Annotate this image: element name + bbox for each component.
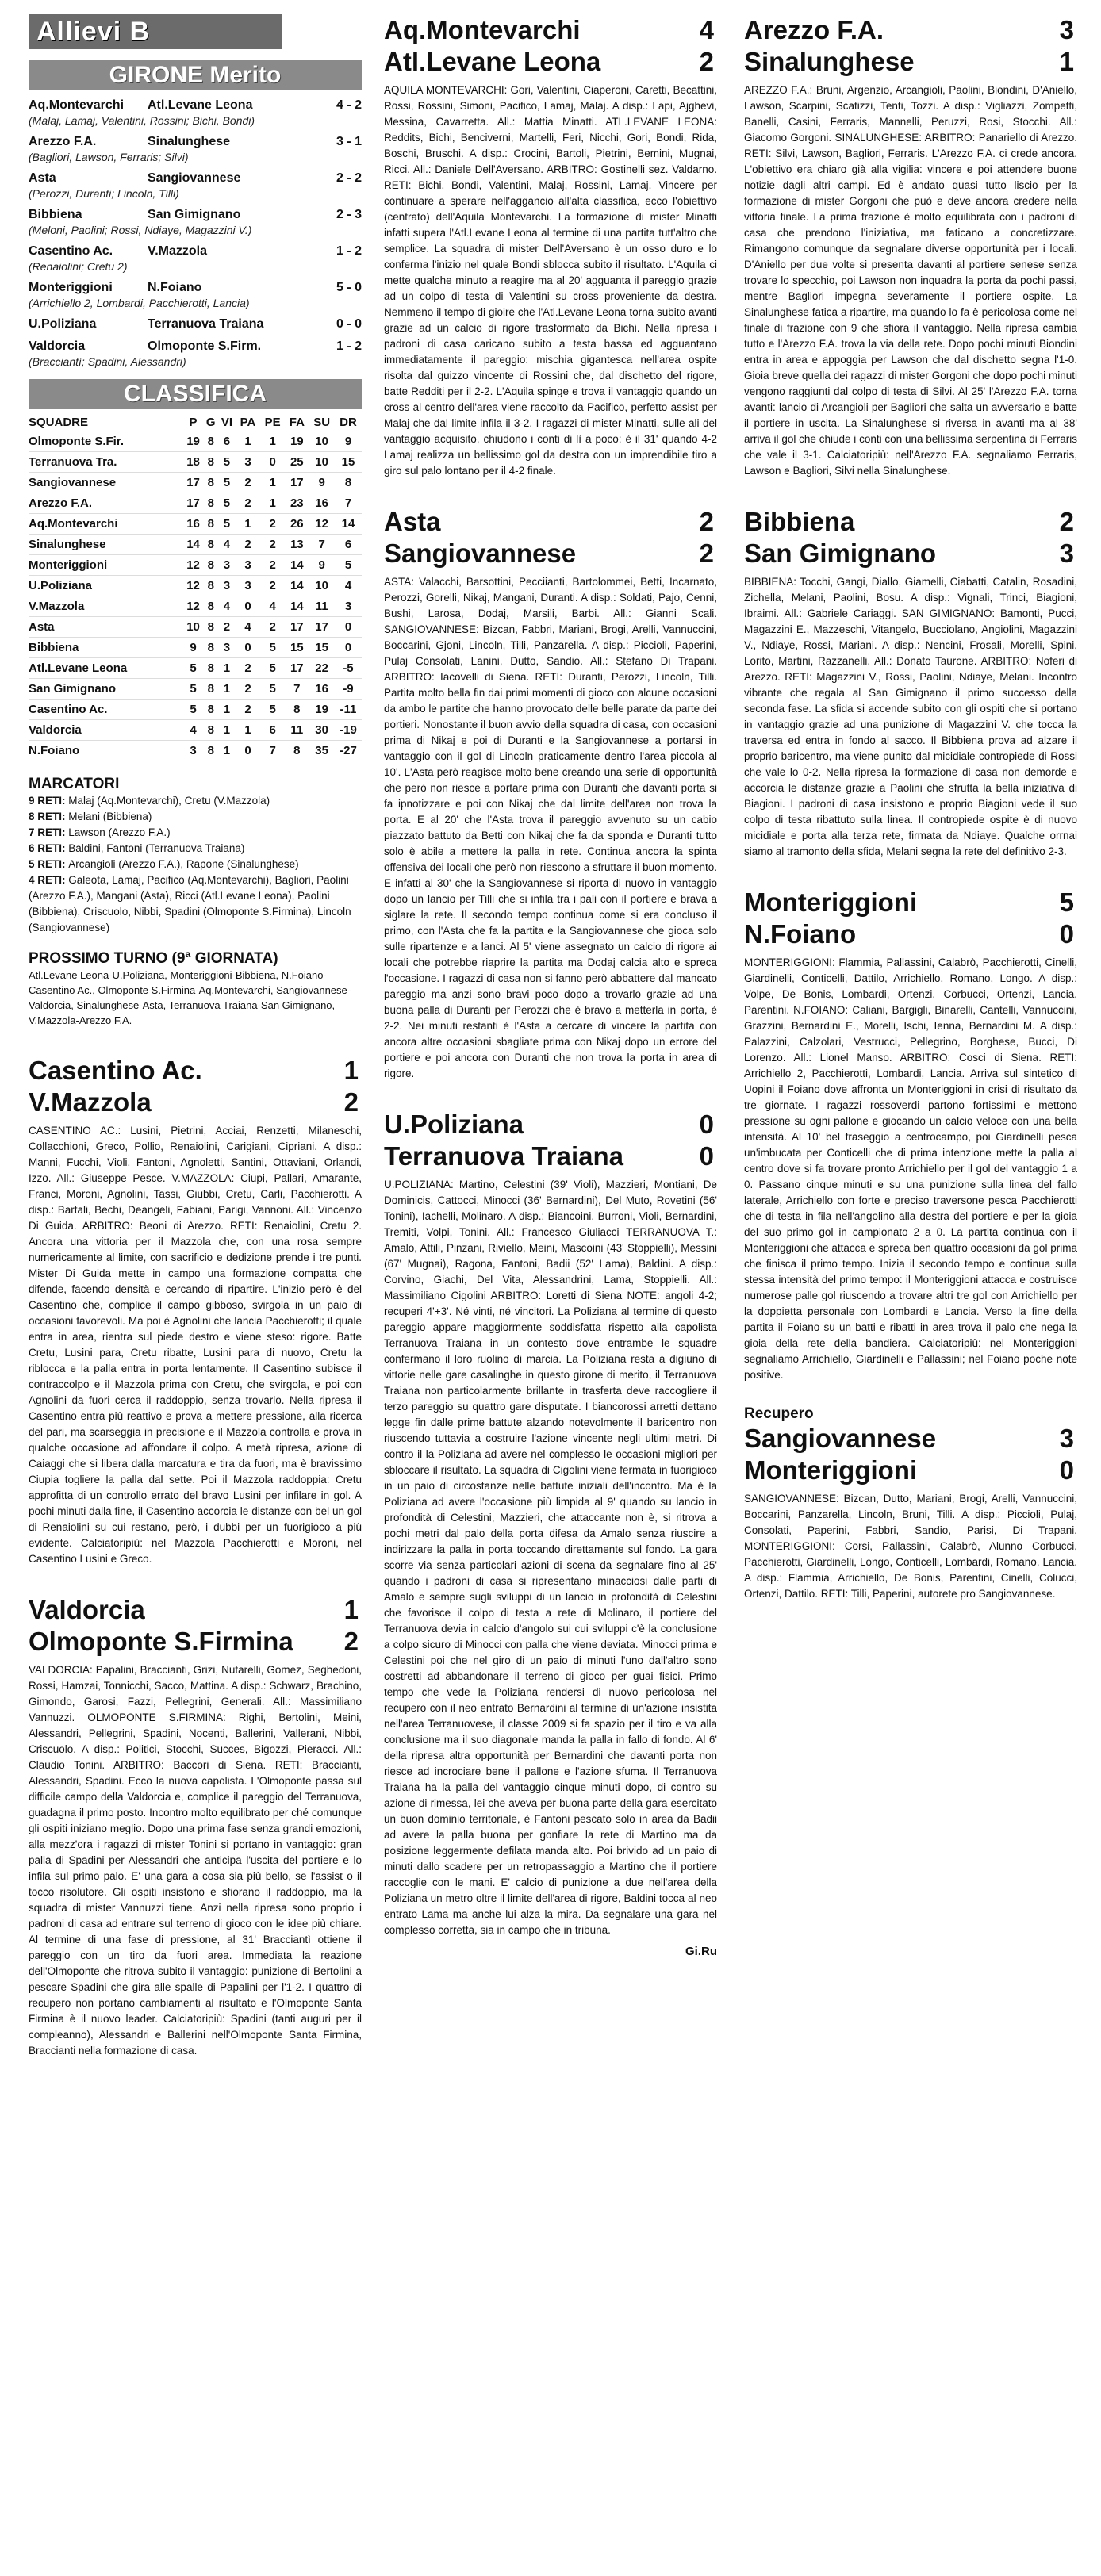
stat-cell: 1 xyxy=(260,493,285,514)
stat-cell: 14 xyxy=(285,596,309,617)
stat-cell: 35 xyxy=(309,741,335,761)
stat-cell: 9 xyxy=(182,638,203,658)
away-team: Monteriggioni xyxy=(744,1455,918,1485)
result-score: 1 - 2 xyxy=(336,244,362,258)
article-body: MONTERIGGIONI: Flammia, Pallassini, Calabrò, Pacchierotti, Cinelli, Giardinelli, Conticelli, Dattilo, Arrichiello, Romano, Longo. A disp.: Volpe, De Bonis, Lombardi, Ortenzi, Corbucci, Ortenzi, Lancia, Parentini. N.FOIANO: Caliani, Bargigli, Binarelli, Cantelli, Vannuccini, Grazzini, Bernardini E., Morelli, Ischi, Ienna, Bernardini M. A disp.: Palazzini, Calzolari, Vestrucci, Pellegrino, Borghese, Bucci, Di Lorenzo. All.: Lionel Manso. ARBITRO: Cosci di Siena. RETI: Arrichiello 2, Pacchierotti, Lombardi, Lancia. Arriva sul sintetico di Uopini il Foiano dove affronta un Monteriggioni in crisi di risultato da tre giornate. I ragazzi rossoverdi partono fortissimi e mettono pressione su ogni pallone e giocando un calcio veloce con una bella intensità. Al 10' bel fraseggio a centrocampo, poi Giardinelli pesca un'imbucata per Conticelli che di prima intenzione mette la palla al centro dove si fa trovare pronto Arrichiello per il gol del vantaggio 1 a 0. Passano cinque minuti e su una punizione sulla linea del fallo laterale, Arrichiello con forte e preciso traversone pesca Pacchierotti che di testa in fila nell'angolino alla destra del portiere e per la gioia del suo primo gol in campionato 2 a 0. La partita continua con il Monteriggioni che attacca e spreca ben quattro occasioni da gol prima che finisca il primo tempo. Inizia il secondo tempo e continua sulla stessa intensità del primo tempo: il Monteriggioni attacca e costruisce numerose palle gol riuscendo a trovare altri tre gol con Arrichiello per la doppietta personale con Lombardi e Lancia. Verso la fine della partita il Foiano su un batti e ribatti in area trova il palo che nega la gioia della rete della bandiera. Calciatoripiù: nel Monteriggioni segnaliamo Arrichiello, Giardinelli e Pallassini; nel Foiano poche note positive. xyxy=(744,956,1077,1381)
table-row xyxy=(29,452,362,473)
result-score: 4 - 2 xyxy=(336,98,362,112)
away-team: Atl.Levane Leona xyxy=(384,47,601,76)
stat-cell: 8 xyxy=(204,431,218,452)
article-valdorcia xyxy=(29,1594,362,2059)
standings-col-header: PA xyxy=(236,414,260,431)
home-team: Casentino Ac. xyxy=(29,1056,202,1085)
table-row xyxy=(29,720,362,741)
stat-cell: 0 xyxy=(335,617,362,638)
home-score: 3 xyxy=(1059,1424,1074,1453)
stat-cell: 8 xyxy=(204,555,218,576)
home-score: 3 xyxy=(1059,15,1074,44)
standings-col-header: SU xyxy=(309,414,335,431)
stat-cell: 2 xyxy=(260,555,285,576)
stat-cell: 5 xyxy=(218,473,236,493)
article-bibbiena xyxy=(744,506,1077,860)
home-score: 4 xyxy=(699,15,714,44)
stat-cell: -19 xyxy=(335,720,362,741)
stat-cell: 4 xyxy=(236,617,260,638)
result-scorers: (Malaj, Lamaj, Valentini, Rossini; Bichi, Bondi) xyxy=(29,114,255,127)
team-name: Casentino Ac. xyxy=(29,700,182,720)
table-row xyxy=(29,431,362,452)
away-score: 0 xyxy=(1059,919,1074,949)
table-row xyxy=(29,596,362,617)
stat-cell: 19 xyxy=(182,431,203,452)
home-score: 2 xyxy=(699,507,714,536)
stat-cell: 2 xyxy=(218,617,236,638)
stat-cell: 5 xyxy=(260,700,285,720)
standings-col-header: FA xyxy=(285,414,309,431)
result-row xyxy=(29,208,362,222)
stat-cell: 5 xyxy=(182,700,203,720)
stat-cell: -5 xyxy=(335,658,362,679)
stat-cell: 10 xyxy=(309,452,335,473)
stat-cell: 2 xyxy=(260,617,285,638)
scorer-names: Galeota, Lamaj, Pacifico (Aq.Montevarchi), Bagliori, Paolini (Arezzo F.A.), Mangani (Asta), Ricci (Atl.Levane Leona), Paolini (Bibbiena), Criscuolo, Nibbi, Spadini (Olmoponte S.Firmina), Lincoln (Sangiovannese) xyxy=(29,874,351,933)
scorer-line xyxy=(29,825,362,841)
stat-cell: 3 xyxy=(182,741,203,761)
team-name: Aq.Montevarchi xyxy=(29,514,182,535)
scorer-names: Arcangioli (Arezzo F.A.), Rapone (Sinalunghese) xyxy=(68,858,299,870)
stat-cell: 8 xyxy=(204,535,218,555)
result-away: Atl.Levane Leona xyxy=(148,98,253,112)
stat-cell: 4 xyxy=(218,596,236,617)
stat-cell: 16 xyxy=(309,679,335,700)
stat-cell: 1 xyxy=(260,431,285,452)
stat-cell: 8 xyxy=(204,720,218,741)
article-poliziana xyxy=(384,1109,717,1958)
home-score: 2 xyxy=(1059,507,1074,536)
stat-cell: 12 xyxy=(309,514,335,535)
article-body: BIBBIENA: Tocchi, Gangi, Diallo, Giamelli, Ciabatti, Catalin, Rosadini, Zichella, Melani, Paolini, Bosu. A disp.: Vignali, Trinci, Biagioni, Ibraimi. All.: Gabriele Cariaggi. SAN GIMIGNANO: Bamonti, Pucci, Magazzini E., Mazzeschi, Vitangelo, Bucciolano, Angiolini, Magazzini V., Ndiaye, Rossi, Mariani. A disp.: Nencini, Frosali, Morelli, Spini, Lorito, Martini, Razzanelli. All.: Donato Taurone. ARBITRO: Noferi di Arezzo. RETI: Magazzini V., Rossi, Paolini, Ndiaye, Melani. Incontro vibrante che regala al San Gimignano il primo successo della seconda fase. La sfida si accende subito con gli ospiti che si portano in vantaggio grazie ad una punizione di Magazzini V. che tocca la traversa ed entra in fondo al sacco. Il Bibbiena prova ad alzare il proprio baricentro, ma viene punito dal micidiale contropiede di Rossi che vale lo 0-2. Nella ripresa la formazione di casa non demorde e accorcia le distanze grazie a Paolini che sfrutta la bella iniziativa di Biagioni. I padroni di casa insistono e proprio Biagioni vede il suo colpo di testa ribattuto sulla linea. Il contropiede ospite è di nuovo micidiale e porta alla terza rete, firmata da Ndiaye. Qualche orrnai siamo al tramonto della sfida, Melani segna la rete del definitivo 2-3. xyxy=(744,576,1077,857)
scorer-names: Baldini, Fantoni (Terranuova Traiana) xyxy=(68,842,245,854)
table-row xyxy=(29,679,362,700)
away-score: 2 xyxy=(343,1627,359,1656)
result-score: 2 - 2 xyxy=(336,171,362,185)
stat-cell: 0 xyxy=(236,596,260,617)
stat-cell: 12 xyxy=(182,596,203,617)
team-name: Atl.Levane Leona xyxy=(29,658,182,679)
stat-cell: -27 xyxy=(335,741,362,761)
stat-cell: 5 xyxy=(260,679,285,700)
result-row xyxy=(29,135,362,149)
stat-cell: 10 xyxy=(309,431,335,452)
stat-cell: 14 xyxy=(285,576,309,596)
article-body: AREZZO F.A.: Bruni, Argenzio, Arcangioli, Paolini, Biondini, D'Aniello, Lawson, Scarpini, Scatizzi, Tenti, Tozzi. A disp.: Vigliazzi, Zompetti, Banelli, Casini, Ferraris, Mannelli, Peruzzi, Rosi, Stocchi. All.: Giacomo Gorgoni. SINALUNGHESE: ARBITRO: Panariello di Arezzo. RETI: Silvi, Lawson, Bagliori, Ferraris. L'Arezzo F.A. ci crede ancora. L'obiettivo era chiaro già alla vigilia: vincere e poi attendere buone notizie dagli altri campi. Ed è andato quasi tutto liscio per la formazione di mister Gorgoni che può e deve ancora credere nella vittoria finale. La prima frazione è molto equilibrata con i padroni di casa che prendono l'iniziativa, ma faticano a concretizzare. Rimangono comunque da segnalare diverse opportunità per i locali. D'Aniello per due volte si presenta davanti al portiere senese senza trovare lo specchio, poi Lawson non inquadra la porta da pochi passi, mentre Bagliori impegna severamente il portiere ospite. La Sinalunghese fatica a ripartire, ma quando lo fa è pericolosa come nel finale di frazione con 9 che sfiora il vantaggio. Nella ripresa cambia tutto e l'Arezzo F.A. trova la via della rete. Dopo pochi minuti Biondini entra in area e appoggia per Lawson che dal dischetto segna l'1-0. Gioia breve quella dei ragazzi di mister Gorgoni che dopo pochi minuti vengono raggiunti dal colpo di testa di Silvi. Al 25' l'Arezzo F.A. torna avanti: lancio di Arcangioli per Bagliori che salta un avversario e batte il portiere in uscita. La Sinalunghese si riversa in avanti ma al 38' arriva il gol che chiude i conti con una bellissima serpentina di Ferraris che vale il 3-1. Calciatoripiù: nell'Arezzo F.A. segnaliamo Ferraris, Lawson e Bagliori, Silvi nella Sinalunghese. xyxy=(744,84,1077,477)
standings-col-header: DR xyxy=(335,414,362,431)
stat-cell: 1 xyxy=(218,741,236,761)
away-score: 1 xyxy=(1059,47,1074,76)
stat-cell: 1 xyxy=(218,658,236,679)
scorer-line xyxy=(29,857,362,872)
marcatori-list xyxy=(29,793,362,936)
stat-cell: 9 xyxy=(309,555,335,576)
stat-cell: 15 xyxy=(285,638,309,658)
scorer-line xyxy=(29,841,362,857)
result-home: Arezzo F.A. xyxy=(29,135,97,148)
classifica-title: CLASSIFICA xyxy=(29,379,362,409)
stat-cell: 9 xyxy=(309,473,335,493)
result-home: U.Poliziana xyxy=(29,317,97,331)
home-team: Valdorcia xyxy=(29,1595,145,1624)
result-away: Sangiovannese xyxy=(148,171,241,185)
stat-cell: 30 xyxy=(309,720,335,741)
stat-cell: 2 xyxy=(260,576,285,596)
stat-cell: 8 xyxy=(285,741,309,761)
stat-cell: 22 xyxy=(309,658,335,679)
result-scorers: (Bracciantì; Spadini, Alessandri) xyxy=(29,355,186,368)
scorer-goals: 8 RETI: xyxy=(29,811,66,822)
away-score: 0 xyxy=(1059,1455,1074,1485)
stat-cell: 8 xyxy=(204,638,218,658)
stat-cell: 5 xyxy=(182,679,203,700)
result-home: Casentino Ac. xyxy=(29,244,113,258)
stat-cell: 8 xyxy=(204,741,218,761)
stat-cell: 3 xyxy=(236,555,260,576)
stat-cell: 17 xyxy=(309,617,335,638)
stat-cell: 14 xyxy=(335,514,362,535)
prossimo-title: PROSSIMO TURNO (9ª GIORNATA) xyxy=(29,950,278,967)
team-name: Olmoponte S.Fir. xyxy=(29,431,182,452)
scorer-line xyxy=(29,872,362,936)
team-name: Asta xyxy=(29,617,182,638)
result-row xyxy=(29,317,362,332)
team-name: Sinalunghese xyxy=(29,535,182,555)
home-team: Bibbiena xyxy=(744,507,855,536)
article-body: ASTA: Valacchi, Barsottini, Pecciianti, Bartolommei, Betti, Incarnato, Perozzi, Gorelli, Nikaj, Mangani, Duranti. A disp.: Soldati, Pajo, Cenni, Bushi, Larosa, Dodaj, Marsili, Barbi. All.: Gianni Scali. SANGIOVANNESE: Bizcan, Fabbri, Mariani, Brogi, Arelli, Vannuccini, Boccarini, Gjoni, Lincoln, Tilli, Panzarella. A disp.: Piccioli, Paperini, Pulaj Consolati, Lanini, Dutto, Sandio. All.: Stefano Di Trapani. ARBITRO: Iacovelli di Siena. RETI: Duranti, Perozzi, Lincoln, Tilli. Partita molto bella fin dai primi momenti di gioco con alcune occasioni da ambo le partite che hanno provocato delle belle parate da parte dei portieri. Nonostante il buon avvio della squadra di casa, con occasioni prima di Nikaj e poi di Duranti e la Sangiovannese a portarsi in vantaggio con il gol di Lincoln praticamente dentro l'area piccola al 10'. L'Asta però reagisce molto bene creando una serie di opportunità che però non riesce a portare prima con Duranti che davanti porta si fa ipnotizzare e poi con Nikaj che dal limite dell'area non trova la porta. E al 20' che l'Asta trova il pareggio avvenuto su un cabio piazzato battuto da Betti con Nikaj che fa da sponda e Duranti tutto solo è abile a mettere la palla in rete. Continua ancora la spinta offensiva dei locali che però non riescono a sfruttare il buon momento. E infatti al 30' che la Sangiovannese si riporta di nuovo in vantaggio dopo un lancio per Tilli che si infila tra i pali con il portiere e brava a siglare la rete. Il secondo tempo continua come si era concluso il primo, con l'Asta che fa la partita e la Sangiovannese che gioca solo sulle ripartenze e a lanci. Al 5' viene assegnato un calcio di rigore ai locali che potrebbe riaprire la partita ma Dodaj calcia alto e spreca l'occasione. I ragazzi di casa non si fanno però abbattere dal mancato pareggio ma anzi sono bravi poco dopo a trovarlo grazie ad una buona palla di Duranti per Perozzi che è bravo a metterla in porta, è 2-2. Nei minuti restanti è l'Asta a cercare di vincere la partita con ancora altre occasioni sbagliate prima con Nikaj dopo un errore del portiere e poi ancora con Duranti che non trova la porta in area di rigore. xyxy=(384,576,717,1079)
stat-cell: 6 xyxy=(218,431,236,452)
away-score: 2 xyxy=(699,539,714,568)
stat-cell: 25 xyxy=(285,452,309,473)
stat-cell: 8 xyxy=(204,493,218,514)
stat-cell: 26 xyxy=(285,514,309,535)
stat-cell: 23 xyxy=(285,493,309,514)
stat-cell: 7 xyxy=(260,741,285,761)
scorer-goals: 7 RETI: xyxy=(29,826,66,838)
team-name: Monteriggioni xyxy=(29,555,182,576)
stat-cell: 8 xyxy=(204,452,218,473)
stat-cell: 19 xyxy=(309,700,335,720)
stat-cell: 1 xyxy=(218,700,236,720)
away-team: V.Mazzola xyxy=(29,1087,152,1117)
stat-cell: 16 xyxy=(182,514,203,535)
stat-cell: 15 xyxy=(335,452,362,473)
stat-cell: 0 xyxy=(236,741,260,761)
stat-cell: 5 xyxy=(218,452,236,473)
stat-cell: 4 xyxy=(182,720,203,741)
home-score: 1 xyxy=(343,1056,359,1085)
stat-cell: -9 xyxy=(335,679,362,700)
stat-cell: 2 xyxy=(260,535,285,555)
stat-cell: 0 xyxy=(260,452,285,473)
stat-cell: 11 xyxy=(309,596,335,617)
away-score: 3 xyxy=(1059,539,1074,568)
team-name: Valdorcia xyxy=(29,720,182,741)
stat-cell: 8 xyxy=(204,617,218,638)
stat-cell: 8 xyxy=(204,700,218,720)
prossimo-text: Atl.Levane Leona-U.Poliziana, Monteriggioni-Bibbiena, N.Foiano-Casentino Ac., Olmoponte S.Firmina-Aq.Montevarchi, Sangiovannese-Valdorcia, Sinalunghese-Asta, Terranuova Traiana-San Gimignano, V.Mazzola-Arezzo F.A. xyxy=(29,969,351,1026)
stat-cell: 1 xyxy=(236,431,260,452)
result-home: Valdorcia xyxy=(29,339,86,353)
stat-cell: 12 xyxy=(182,576,203,596)
stat-cell: 3 xyxy=(236,452,260,473)
home-team: Monteriggioni xyxy=(744,887,918,917)
standings-col-header: VI xyxy=(218,414,236,431)
away-score: 0 xyxy=(699,1141,714,1171)
stat-cell: 8 xyxy=(204,596,218,617)
stat-cell: 3 xyxy=(236,576,260,596)
stat-cell: 1 xyxy=(218,679,236,700)
home-score: 5 xyxy=(1059,887,1074,917)
table-row xyxy=(29,473,362,493)
table-row xyxy=(29,493,362,514)
girone-title: GIRONE Merito xyxy=(29,60,362,90)
results-list xyxy=(29,98,362,368)
home-team: U.Poliziana xyxy=(384,1110,524,1139)
stat-cell: 1 xyxy=(260,473,285,493)
stat-cell: 5 xyxy=(260,658,285,679)
stat-cell: 2 xyxy=(236,493,260,514)
result-row xyxy=(29,244,362,259)
result-home: Aq.Montevarchi xyxy=(29,98,125,112)
stat-cell: 8 xyxy=(204,514,218,535)
stat-cell: 6 xyxy=(335,535,362,555)
home-team: Arezzo F.A. xyxy=(744,15,884,44)
result-away: V.Mazzola xyxy=(148,244,207,258)
stat-cell: 2 xyxy=(236,473,260,493)
stat-cell: 8 xyxy=(335,473,362,493)
home-score: 0 xyxy=(699,1110,714,1139)
away-team: Terranuova Traiana xyxy=(384,1141,624,1171)
result-away: Sinalunghese xyxy=(148,135,231,148)
result-row xyxy=(29,281,362,295)
team-name: Terranuova Tra. xyxy=(29,452,182,473)
stat-cell: 0 xyxy=(335,638,362,658)
table-row xyxy=(29,514,362,535)
away-team: Olmoponte S.Firmina xyxy=(29,1627,293,1656)
result-home: Monteriggioni xyxy=(29,281,113,294)
result-home: Asta xyxy=(29,171,56,185)
result-scorers: (Arrichiello 2, Lombardi, Pacchierotti, Lancia) xyxy=(29,297,250,309)
stat-cell: 4 xyxy=(260,596,285,617)
article-montevarchi xyxy=(384,14,717,479)
stat-cell: 17 xyxy=(285,658,309,679)
scorer-goals: 5 RETI: xyxy=(29,858,66,870)
article-body: VALDORCIA: Papalini, Braccianti, Grizi, Nutarelli, Gomez, Seghedoni, Rossi, Hamzai, Tonnicchi, Sacco, Mattina. A disp.: Schwarz, Brachino, Gimondo, Garosi, Fazzi, Pellegrini, Generali. All.: Massimiliano Vannuzzi. OLMOPONTE S.FIRMINA: Righi, Bertolini, Meini, Alessandri, Pellegrini, Spadini, Nocenti, Ballerini, Vallerani, Nibbi, Criscuolo. A disp.: Politici, Stocchi, Succes, Bigozzi, Pieracci. All.: Claudio Tonini. ARBITRO: Baccori di Siena. RETI: Braccianti, Alessandri, Spadini. Ecco la nuova capolista. L'Olmoponte passa sul difficile campo della Valdorcia e, complice il pareggio del Terranuova, guadagna il primo posto. Incontro molto equilibrato per ché comunque gli ospiti iniziano meglio. Dopo una prima fase senza grandi emozioni, alla mezz'ora i ragazzi di mister Tonini si portano in vantaggio: gran palla di Spadini per Alessandri che anticipa l'uscita del portiere e lo infila sul primo palo. E' una gara a cosa sia più bello, se l'assist o il tocco risolutore. Gli ospiti insistono e sfiorano il raddoppio, ma la squadra di mister Vannuzzi tiene. Anzi nella ripresa sono proprio i padroni di casa ad entrare sul terreno di gioco con le idee più chiare. Al termine di una fase di pressione, al 31' Bracciantì ottiene il pareggio con un tiro da fuori area. Immediata la reazione dell'Olmoponte che ritrova subito il vantaggio: punizione di Bertolini a pescare Spadini che gira alle spalle di Papalini per l'1-2. I quattro di recupero non portano cambiamenti al risultato e l'Olmoponte Santa Firmina è il nuovo leader. Calciatoripiù: Spadini (tanti auguri per il compleanno), Alessandri e Ballerini nell'Olmoponte Santa Firmina, Braccianti nella formazione di casa. xyxy=(29,1664,362,2057)
stat-cell: 7 xyxy=(309,535,335,555)
scorer-goals: 6 RETI: xyxy=(29,842,66,854)
result-score: 5 - 0 xyxy=(336,281,362,294)
team-name: V.Mazzola xyxy=(29,596,182,617)
result-score: 2 - 3 xyxy=(336,208,362,221)
stat-cell: 14 xyxy=(285,555,309,576)
article-monteriggioni xyxy=(744,887,1077,1383)
stat-cell: 19 xyxy=(285,431,309,452)
team-name: U.Poliziana xyxy=(29,576,182,596)
stat-cell: 5 xyxy=(218,493,236,514)
stat-cell: 11 xyxy=(285,720,309,741)
stat-cell: 15 xyxy=(309,638,335,658)
standings-col-header: SQUADRE xyxy=(29,414,182,431)
result-away: N.Foiano xyxy=(148,281,202,294)
stat-cell: 2 xyxy=(236,679,260,700)
stat-cell: 1 xyxy=(236,514,260,535)
away-score: 2 xyxy=(699,47,714,76)
table-row xyxy=(29,576,362,596)
stat-cell: -11 xyxy=(335,700,362,720)
stat-cell: 14 xyxy=(182,535,203,555)
scorer-names: Lawson (Arezzo F.A.) xyxy=(68,826,171,838)
standings-col-header: P xyxy=(182,414,203,431)
stat-cell: 10 xyxy=(309,576,335,596)
home-score: 1 xyxy=(343,1595,359,1624)
scorer-goals: 9 RETI: xyxy=(29,795,66,807)
team-name: San Gimignano xyxy=(29,679,182,700)
away-team: N.Foiano xyxy=(744,919,857,949)
result-score: 0 - 0 xyxy=(336,317,362,331)
stat-cell: 1 xyxy=(218,720,236,741)
stat-cell: 4 xyxy=(218,535,236,555)
column-middle xyxy=(384,14,717,1958)
stat-cell: 4 xyxy=(335,576,362,596)
article-casentino xyxy=(29,1055,362,1567)
stat-cell: 8 xyxy=(204,473,218,493)
standings-table xyxy=(29,414,362,761)
scorer-line xyxy=(29,793,362,809)
stat-cell: 0 xyxy=(236,638,260,658)
article-body: CASENTINO AC.: Lusini, Pietrini, Acciai, Renzetti, Milaneschi, Collacchioni, Greco, Pollio, Renaiolini, Carigiani, Cipriani. A disp.: Manni, Fucchi, Violi, Fantoni, Agnoletti, Santini, Ottaviani, Orlandi, Izzo. All.: Giuseppe Pesce. V.MAZZOLA: Ciupi, Pallari, Amarante, Franci, Moroni, Agnolini, Tassi, Giubbi, Cretu, Carli, Pacchierotti. A disp.: Bartali, Bechi, Deangeli, Fabiani, Parigi, Vannoni. All.: Vincenzo Di Guida. ARBITRO: Beoni di Arezzo. RETI: Renaiolini, Cretu 2. Ancora una vittoria per il Mazzola che, con una rosa sempre numericamente al limite, con sacrificio e dedizione prende i tre punti. Mister Di Guida mette in campo una formazione compatta che difende, facendo densità e cercando di ripartire. L'inizio però è del Casentino che, complice il campo gibboso, svirgola in un paio di occasioni favorevoli. Ma poi è Agnolini che lancia Pacchierotti; il quale entra in area, rientra sul piede destro e viene steso: rigore. Batte Cretu, Lusini para, Cretu ribatte, Lusini para di nuovo, Cretu la riblocca e la palla entra in porta lentamente. Il Casentino subisce il contraccolpo e il Mazzola prima con Cretu, che svirgola, e poi con Agnolini da fuori cerca il raddoppio, senza trovarlo. Nella ripresa il Casentino entra più reattivo e prova a mettere pressione, alla ricerca del pari, ma scarseggia in precisione e il Mazzola controlla e prova in qualche occasione ad affondare il colpo. A metà ripresa, azione di Caiaggi che si libera dalla marcatura e tira da fuori, ma è bravissimo Ciupia togliere la palla dal sette. Poi il Mazzola raddoppia: Cretu approfitta di un controllo errato del bravo Lusini per infilare in gol. A pochi minuti dalla fine, il Casentino accorcia le distanze con bel un gol di Renaiolini su cui restano, però, i dubbi per un fuorigioco a più evidente. Calciatoripiù: nel Mazzola Pacchierotti e Moroni, nel Casentino Lusini e Greco. xyxy=(29,1125,362,1565)
stat-cell: 10 xyxy=(182,617,203,638)
stat-cell: 5 xyxy=(260,638,285,658)
article-arezzo xyxy=(744,14,1077,479)
team-name: Bibbiena xyxy=(29,638,182,658)
stat-cell: 3 xyxy=(218,638,236,658)
away-team: Sangiovannese xyxy=(384,539,577,568)
away-team: Sinalunghese xyxy=(744,47,915,76)
stat-cell: 6 xyxy=(260,720,285,741)
stat-cell: 2 xyxy=(236,535,260,555)
stat-cell: 5 xyxy=(182,658,203,679)
stat-cell: 1 xyxy=(236,720,260,741)
author-signature: Gi.Ru xyxy=(685,1945,717,1958)
table-row xyxy=(29,555,362,576)
table-row xyxy=(29,741,362,761)
stat-cell: 5 xyxy=(218,514,236,535)
stat-cell: 7 xyxy=(285,679,309,700)
stat-cell: 8 xyxy=(204,679,218,700)
column-right xyxy=(744,14,1077,1602)
stat-cell: 2 xyxy=(260,514,285,535)
scorer-line xyxy=(29,809,362,825)
standings-col-header: G xyxy=(204,414,218,431)
result-scorers: (Renaiolini; Cretu 2) xyxy=(29,260,128,273)
article-body: U.POLIZIANA: Martino, Celestini (39' Violi), Mazzieri, Montiani, De Dominicis, Cattocci, Minocci (36' Bernardini), Del Muto, Rovetini (56' Tonini), Iachelli, Molinaro. A disp.: Biancoini, Burroni, Violi, Bernardini, Tremiti, Volpi, Tonini. All.: Francesco Giuliacci TERRANUOVA T.: Amalo, Attili, Pinzani, Riviello, Meini, Mascoini (43' Stoppielli), Messini (67' Mugnai), Ragona, Fantoni, Badii (52' Lama), Baldini. A disp.: Corvino, Giachi, Del Vita, Alessandrini, Lama, Stoppielli. All.: Massimiliano Cigolini ARBITRO: Loretti di Siena NOTE: angoli 4-2; recuperi 4'+3'. Né vinti, né vincitori. La Poliziana al termine di questo pareggio appare maggiormente soddisfatta rispetto alla capolista Terranuova Traiana in un contesto dove entrambe le squadre confermano il loro ruolino di marcia. La Poliziana resta a digiuno di vittorie nelle gare casalinghe in questo girone di merito, il Terranuova Traiana non particolarmente brillante in trasferta deve raccogliere il terzo pareggio su quattro gare disputate. I biancorossi arretti dettano legge fin dalle prime battute alzando notevolmente il baricentro non riuscendo tuttavia a costruire l'azione vincente negli ultimi metri. Di contro il la Poliziana ad avere nel complesso le occasioni migliori per sbloccare il risultato. La squadra di Cigolini viene fermata in fuorigioco in un paio di circostanze nelle battute iniziali dell'incontro. Ma è la Poliziana ad avere l'occasione più limpida al 9' quando su lancio in profondità di Celestini, Mazzieri, che attaccante non è, si ritrova a pochi metri dal palo della porta difesa da Amalo senza riuscire a indirizzare la palla in porta toccando direttamente sul fondo. La gara scorre via senza particolari azioni di scena da segnalare fino al 25' quando i padroni di casa si ripresentano minacciosi dalle parti di Amalo e sempre sugli sviluppi di un lancio in profondità di Celestini che favorisce il colpo di testa a rete di Molinaro, il portiere del Terranuova devia in calcio d'angolo sui cui sviluppi c'è la conclusione a colpo sicuro di Minocci con palla che viene deviata. Minocci prima e Celestini poi che nel giro di un paio di minuti l'uno dall'altro sono costretti ad abbandonare il terreno di gioco per guai fisici. Primo tempo che vede la Poliziana rendersi di nuovo pericolosa nel recupero con il neo entrato Bernardini al termine di un'azione insistita nell'area Terranuovese, il classe 2009 si fa spazio per il tiro e va alla conclusione ma il suo diagonale manda la palla in fallo di fondo. Al 6' della ripresa altra opportunità per Bernardini che davanti porta non riesce ad incrociare bene il pallone e l'azione sfuma. Il Terranuova Traiana ha la palla del vantaggio cinque minuti dopo, di contro su azione di rimessa, lei che aveva per buona parte della gara esercitato un buon dominio territoriale, è Fantoni pescato solo in area da Badii ad avere la palla buona per gonfiare la rete di Martino ma da posizione leggermente defilata manda alto. Poi brivido ad un paio di minuti dallo scadere per un retropassaggio a Martino che il portiere raccoglie con le mani. E' calcio di punizione a due nell'area della Poliziana un metro oltre il limite dell'area di rigore, Baldini tocca al neo entrato Lama ma anche lui alza la mira. Da segnalare una gara nel complesso corretta, sia in campo che in tribuna. xyxy=(384,1179,717,1936)
result-scorers: (Perozzi, Duranti; Lincoln, Tilli) xyxy=(29,187,179,200)
table-row xyxy=(29,638,362,658)
home-team: Sangiovannese xyxy=(744,1424,937,1453)
stat-cell: 8 xyxy=(285,700,309,720)
stat-cell: 3 xyxy=(218,555,236,576)
result-away: San Gimignano xyxy=(148,208,241,221)
stat-cell: 5 xyxy=(335,555,362,576)
scorer-names: Melani (Bibbiena) xyxy=(68,811,152,822)
stat-cell: 17 xyxy=(182,473,203,493)
article-body: AQUILA MONTEVARCHI: Gori, Valentini, Ciaperoni, Caretti, Becattini, Rossi, Rossini, Simoni, Pacifico, Lamaj, Malaj. A disp.: Lapi, Ajghevi, Messina, Cavarretta. All.: Mattia Minatti. ATL.LEVANE LEONA: Reddits, Bichi, Benciverni, Martelli, Feri, Nicchi, Gori, Bondi, Rida, Boschi, Bruschi. A disp.: Crocini, Bartoli, Pietrini, Bemini, Mugnai, Ricci. All.: Daniele Dell'Aversano. ARBITRO: Gostinelli sez. Valdarno. RETI: Bichi, Bondi, Valentini, Malaj, Rossini, Lamaj. Vincere per continuare a sperare nell'aggancio all'alta classifica, ecco l'obiettivo (centrato) dell'Aquila Montevarchi. La formazione di mister Minatti infatti supera l'Atl.Levane Leona al termine di una partita tutt'altro che semplice. La squadra di mister Dell'Aversano è un osso duro e lo conferma l'inizio nel quale Bondi sblocca subito il risultato. L'Aquila ci mette qualche minuto a reagire ma al 20' agguanta il pareggio grazie ad un colpo di testa di Valentini su cross proveniente da destra. Nemmeno il tempo di gioire che l'Atl.Levane Leona torna subito avanti grazie ad un calcio di rigore trasformato da Bichi. Nella ripresa i padroni di casa caricano subito a testa bassa ed agguantano immediatamente il pareggio: mischia gigantesca nell'area ospite risolta dal guizzo vincente di Rossini che, dal dischetto del rigore, batte Redditi per il 2-2. L'Aquila spinge e trova il vantaggio quando un cross al centro dell'area viene raccolto da Pacifico, perfetto assist per Malaj che dal limite infila il 3-2. I ragazzi di mister Minatti, sulle ali del vantaggio acquisito, chiudono i conti di lì a poco: è il 31' quando 4-2 Lamaj realizza un bellissimo gol da destra con un imprendibile tiro a giro sul palo lontano per il 4-2 finale. xyxy=(384,84,717,477)
team-name: Sangiovannese xyxy=(29,473,182,493)
section-title: Allievi B xyxy=(29,14,282,49)
stat-cell: 17 xyxy=(182,493,203,514)
result-score: 1 - 2 xyxy=(336,339,362,353)
table-row xyxy=(29,617,362,638)
stat-cell: 3 xyxy=(218,576,236,596)
scorer-names: Malaj (Aq.Montevarchi), Cretu (V.Mazzola) xyxy=(68,795,270,807)
stat-cell: 17 xyxy=(285,473,309,493)
column-left xyxy=(29,14,362,2059)
result-row xyxy=(29,98,362,113)
result-away: Terranuova Traiana xyxy=(148,317,264,331)
stat-cell: 8 xyxy=(204,658,218,679)
stat-cell: 17 xyxy=(285,617,309,638)
result-away: Olmoponte S.Firm. xyxy=(148,339,262,353)
result-row xyxy=(29,339,362,354)
away-team: San Gimignano xyxy=(744,539,937,568)
article-recupero xyxy=(744,1423,1077,1602)
stat-cell: 7 xyxy=(335,493,362,514)
team-name: N.Foiano xyxy=(29,741,182,761)
stat-cell: 2 xyxy=(236,700,260,720)
result-row xyxy=(29,171,362,186)
standings-header xyxy=(29,414,362,431)
result-score: 3 - 1 xyxy=(336,135,362,148)
stat-cell: 3 xyxy=(335,596,362,617)
result-scorers: (Bagliori, Lawson, Ferraris; Silvi) xyxy=(29,151,189,163)
stat-cell: 8 xyxy=(204,576,218,596)
stat-cell: 12 xyxy=(182,555,203,576)
away-score: 2 xyxy=(343,1087,359,1117)
stat-cell: 16 xyxy=(309,493,335,514)
team-name: Arezzo F.A. xyxy=(29,493,182,514)
standings-body xyxy=(29,431,362,761)
table-row xyxy=(29,700,362,720)
table-row xyxy=(29,535,362,555)
table-row xyxy=(29,658,362,679)
stat-cell: 18 xyxy=(182,452,203,473)
result-scorers: (Meloni, Paolini; Rossi, Ndiaye, Magazzini V.) xyxy=(29,224,252,236)
stat-cell: 2 xyxy=(236,658,260,679)
home-team: Aq.Montevarchi xyxy=(384,15,581,44)
stat-cell: 9 xyxy=(335,431,362,452)
recupero-label: Recupero xyxy=(744,1405,814,1422)
article-asta xyxy=(384,506,717,1082)
scorer-goals: 4 RETI: xyxy=(29,874,66,886)
result-home: Bibbiena xyxy=(29,208,82,221)
stat-cell: 13 xyxy=(285,535,309,555)
standings-col-header: PE xyxy=(260,414,285,431)
home-team: Asta xyxy=(384,507,441,536)
marcatori-title: MARCATORI xyxy=(29,776,120,792)
article-body: SANGIOVANNESE: Bizcan, Dutto, Mariani, Brogi, Arelli, Vannuccini, Boccarini, Panzarella, Lincoln, Bruni, Tilli. A disp.: Piccioli, Pulaj, Consolati, Paperini, Fabbri, Sandio, Parisi, Di Trapani. MONTERIGGIONI: Corsi, Pallassini, Calabrò, Alunno Corbucci, Pacchierotti, Giardinelli, Longo, Conticelli, Lombardi, Romano, Lancia. A disp.: Flammia, Arrichiello, De Bonis, Parentini, Cinelli, Colucci, Ortenzi, Dattilo. RETI: Tilli, Paperini, autorete pro Sangiovannese. xyxy=(744,1493,1077,1600)
